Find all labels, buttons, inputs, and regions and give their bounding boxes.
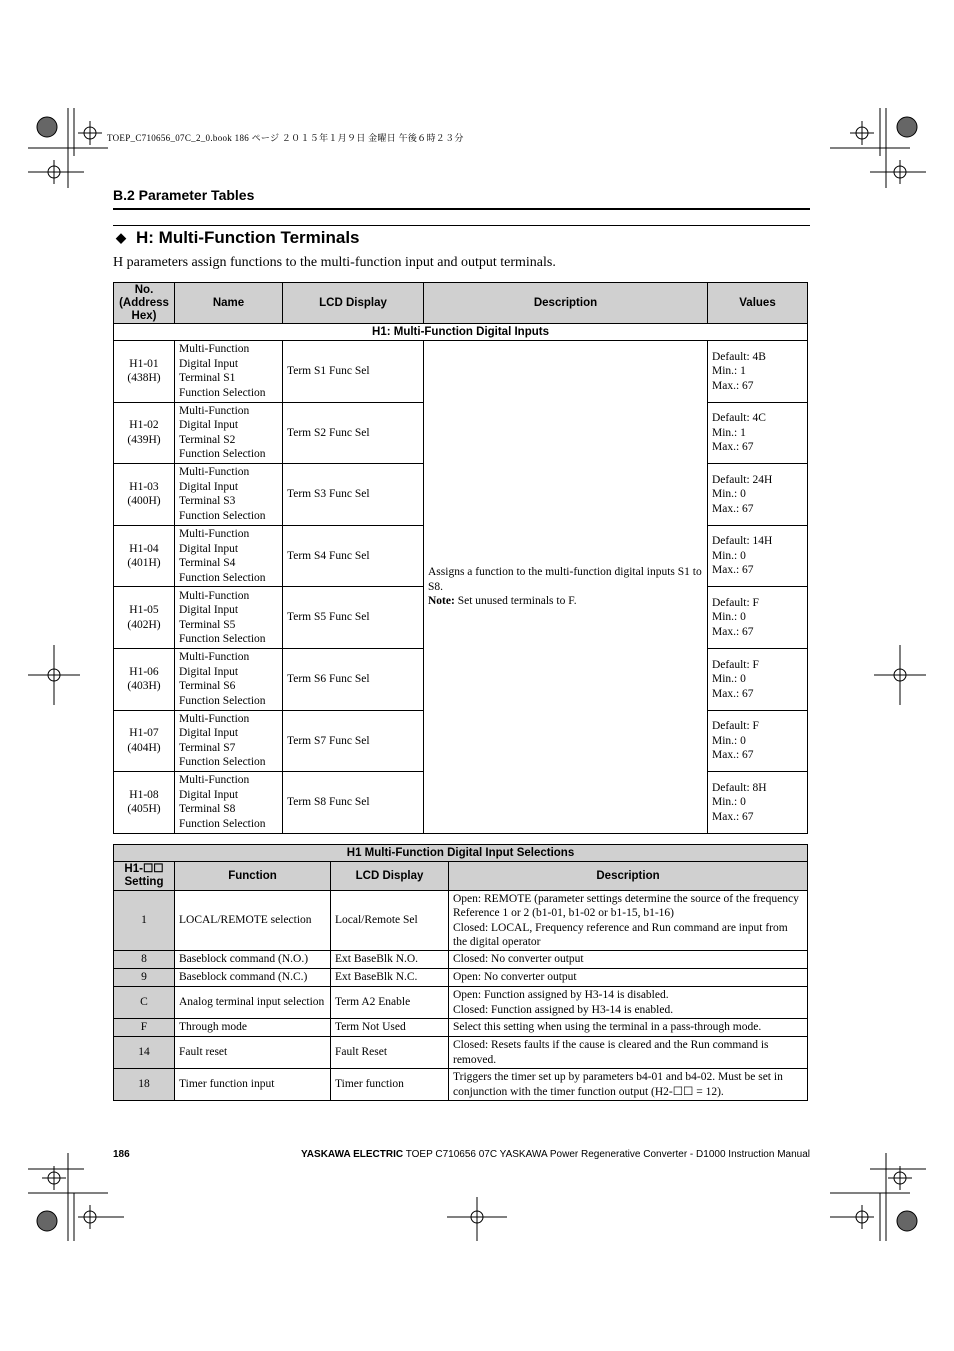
param-lcd: Term S4 Func Sel — [283, 525, 424, 587]
param-no-line: (403H) — [127, 680, 161, 693]
selection-description-line: Closed: LOCAL, Frequency reference and Run command are input from the digital operator — [453, 921, 788, 948]
param-no-line: (404H) — [127, 741, 161, 754]
param-lcd: Term S8 Func Sel — [283, 772, 424, 834]
setting-cell: 14 — [114, 1037, 175, 1069]
header-lcd: LCD Display — [283, 283, 424, 324]
setting-cell: C — [114, 987, 175, 1019]
param-name-line: Multi-Function — [179, 466, 250, 479]
header-selection-description: Description — [449, 862, 808, 891]
param-value-line: Min.: 0 — [712, 611, 746, 624]
param-no-line: H1-06 — [129, 665, 159, 678]
param-value-line: Default: 4C — [712, 412, 766, 425]
param-name — [175, 772, 283, 834]
setting-cell: F — [114, 1019, 175, 1037]
param-name-line: Function Selection — [179, 571, 266, 584]
param-name — [175, 648, 283, 710]
param-value-line: Min.: 0 — [712, 734, 746, 747]
param-value-line: Default: 14H — [712, 535, 773, 548]
param-name-line: Function Selection — [179, 756, 266, 769]
section-rule — [113, 208, 810, 210]
param-no-line: (401H) — [127, 557, 161, 570]
param-description — [424, 341, 708, 834]
table-row — [114, 341, 808, 403]
param-value-line: Default: 4B — [712, 350, 766, 363]
heading-rule — [113, 225, 810, 226]
selection-description-line: Open: Function assigned by H3-14 is disabled. — [453, 989, 669, 1001]
header-values: Values — [708, 283, 808, 324]
note-text: Set unused terminals to F. — [454, 595, 577, 608]
param-value-line: Max.: 67 — [712, 441, 754, 454]
header-description: Description — [424, 283, 708, 324]
param-name — [175, 341, 283, 403]
param-no-line: H1-03 — [129, 480, 159, 493]
param-name-line: Terminal S1 — [179, 372, 236, 385]
param-name-line: Multi-Function — [179, 712, 250, 725]
selection-description-line: Triggers the timer set up by parameters b4-01 and b4-02. Must be set in conjunction with the timer function output (H2-☐☐ = 12). — [453, 1071, 783, 1098]
param-name-line: Digital Input — [179, 665, 239, 678]
param-value-line: Min.: 0 — [712, 796, 746, 809]
header-lcd-display: LCD Display — [331, 862, 449, 891]
param-name-line: Digital Input — [179, 788, 239, 801]
selections-title: H1 Multi-Function Digital Input Selections — [114, 845, 808, 862]
selection-description-line: Closed: Resets faults if the cause is cleared and the Run command is removed. — [453, 1039, 769, 1066]
lcd-cell: Fault Reset — [331, 1037, 449, 1069]
param-values — [708, 341, 808, 403]
header-no: No. (Address Hex) — [114, 283, 175, 324]
param-name-line: Multi-Function — [179, 528, 250, 541]
param-values — [708, 402, 808, 464]
param-name-line: Terminal S5 — [179, 618, 236, 631]
note-label: Note: — [428, 595, 455, 608]
param-values — [708, 464, 808, 526]
heading-text: H: Multi-Function Terminals — [136, 228, 360, 247]
param-value-line: Default: 24H — [712, 473, 773, 486]
param-value-line: Max.: 67 — [712, 810, 754, 823]
selection-description — [449, 951, 808, 969]
param-values — [708, 525, 808, 587]
page-heading — [116, 228, 360, 248]
selection-description-line: Select this setting when using the terminal in a pass-through mode. — [453, 1021, 762, 1034]
param-no — [114, 772, 175, 834]
page-number: 186 — [113, 1149, 130, 1160]
description-text: Assigns a function to the multi-function digital inputs S1 to S8. — [428, 566, 702, 593]
table-row — [114, 969, 808, 987]
function-cell: Baseblock command (N.O.) — [175, 951, 331, 969]
diamond-icon: ◆ — [116, 230, 126, 245]
param-no-line: H1-07 — [129, 727, 159, 740]
param-name-line: Function Selection — [179, 694, 266, 707]
param-value-line: Min.: 1 — [712, 365, 746, 378]
footer-text — [301, 1149, 810, 1160]
param-name-line: Function Selection — [179, 386, 266, 399]
param-no-line: H1-02 — [129, 419, 159, 432]
param-value-line: Default: F — [712, 720, 759, 733]
param-value-line: Max.: 67 — [712, 502, 754, 515]
param-name — [175, 464, 283, 526]
param-value-line: Max.: 67 — [712, 379, 754, 392]
table-row — [114, 1069, 808, 1101]
selection-description-line: Closed: Function assigned by H3-14 is enabled. — [453, 1003, 674, 1016]
param-name-line: Terminal S7 — [179, 741, 236, 754]
param-no — [114, 710, 175, 772]
table-row — [114, 1037, 808, 1069]
param-values — [708, 710, 808, 772]
table-row — [114, 951, 808, 969]
param-name-line: Digital Input — [179, 357, 239, 370]
selection-description — [449, 1019, 808, 1037]
setting-cell: 1 — [114, 891, 175, 951]
selection-description — [449, 969, 808, 987]
param-name-line: Digital Input — [179, 480, 239, 493]
header-name: Name — [175, 283, 283, 324]
param-name — [175, 710, 283, 772]
param-values — [708, 648, 808, 710]
param-name — [175, 402, 283, 464]
param-name-line: Multi-Function — [179, 774, 250, 787]
param-name-line: Multi-Function — [179, 589, 250, 602]
param-no-line: H1-08 — [129, 788, 159, 801]
param-value-line: Default: F — [712, 658, 759, 671]
param-value-line: Default: F — [712, 596, 759, 609]
footer-manual: TOEP C710656 07C YASKAWA Power Regenerative Converter - D1000 Instruction Manual — [403, 1149, 810, 1160]
param-name-line: Multi-Function — [179, 343, 250, 356]
selections-table — [113, 844, 808, 1101]
param-name-line: Digital Input — [179, 542, 239, 555]
param-value-line: Max.: 67 — [712, 687, 754, 700]
selection-description-line: Open: No converter output — [453, 971, 577, 984]
setting-cell: 18 — [114, 1069, 175, 1101]
param-value-line: Max.: 67 — [712, 564, 754, 577]
param-name-line: Digital Input — [179, 419, 239, 432]
param-name-line: Function Selection — [179, 509, 266, 522]
param-no-line: (400H) — [127, 495, 161, 508]
header-function: Function — [175, 862, 331, 891]
param-no — [114, 648, 175, 710]
param-name-line: Digital Input — [179, 604, 239, 617]
param-lcd: Term S5 Func Sel — [283, 587, 424, 649]
param-no-line: (402H) — [127, 618, 161, 631]
param-value-line: Min.: 0 — [712, 488, 746, 501]
param-lcd: Term S6 Func Sel — [283, 648, 424, 710]
selection-description — [449, 987, 808, 1019]
param-name-line: Function Selection — [179, 817, 266, 830]
param-value-line: Max.: 67 — [712, 625, 754, 638]
param-name-line: Function Selection — [179, 633, 266, 646]
setting-cell: 8 — [114, 951, 175, 969]
selection-description-line: Open: REMOTE (parameter settings determine the source of the frequency Reference 1 or 2 (b1-01, b1-02 or b1-15, b1-16) — [453, 892, 799, 919]
param-no — [114, 525, 175, 587]
param-name-line: Terminal S2 — [179, 433, 236, 446]
param-value-line: Default: 8H — [712, 781, 767, 794]
param-name-line: Terminal S4 — [179, 557, 236, 570]
param-lcd: Term S3 Func Sel — [283, 464, 424, 526]
selection-description — [449, 1069, 808, 1101]
param-lcd: Term S2 Func Sel — [283, 402, 424, 464]
param-value-line: Max.: 67 — [712, 749, 754, 762]
param-name-line: Digital Input — [179, 727, 239, 740]
group-row: H1: Multi-Function Digital Inputs — [114, 324, 808, 341]
param-no-line: (438H) — [127, 372, 161, 385]
param-no — [114, 341, 175, 403]
param-lcd: Term S7 Func Sel — [283, 710, 424, 772]
param-no-line: H1-01 — [129, 357, 159, 370]
table-row — [114, 1019, 808, 1037]
param-value-line: Min.: 0 — [712, 673, 746, 686]
selection-description-line: Closed: No converter output — [453, 953, 584, 966]
parameter-table — [113, 282, 808, 834]
param-name-line: Multi-Function — [179, 404, 250, 417]
footer-brand: YASKAWA ELECTRIC — [301, 1149, 404, 1160]
param-lcd: Term S1 Func Sel — [283, 341, 424, 403]
param-no-line: H1-04 — [129, 542, 159, 555]
param-name-line: Multi-Function — [179, 651, 250, 664]
function-cell: Analog terminal input selection — [175, 987, 331, 1019]
param-values — [708, 772, 808, 834]
setting-cell: 9 — [114, 969, 175, 987]
header-setting: H1-☐☐ Setting — [114, 862, 175, 891]
lcd-cell: Local/Remote Sel — [331, 891, 449, 951]
function-cell: Fault reset — [175, 1037, 331, 1069]
function-cell: Timer function input — [175, 1069, 331, 1101]
param-no-line: (405H) — [127, 803, 161, 816]
intro-paragraph: H parameters assign functions to the multi-function input and output terminals. — [113, 255, 556, 270]
param-value-line: Min.: 0 — [712, 549, 746, 562]
param-no-line: H1-05 — [129, 604, 159, 617]
lcd-cell: Term A2 Enable — [331, 987, 449, 1019]
table-row — [114, 891, 808, 951]
param-name — [175, 525, 283, 587]
param-no-line: (439H) — [127, 433, 161, 446]
selection-description — [449, 1037, 808, 1069]
param-values — [708, 587, 808, 649]
lcd-cell: Ext BaseBlk N.O. — [331, 951, 449, 969]
function-cell: LOCAL/REMOTE selection — [175, 891, 331, 951]
function-cell: Baseblock command (N.C.) — [175, 969, 331, 987]
param-value-line: Min.: 1 — [712, 426, 746, 439]
selection-description — [449, 891, 808, 951]
table-row — [114, 987, 808, 1019]
param-name-line: Function Selection — [179, 448, 266, 461]
book-info-line: TOEP_C710656_07C_2_0.book 186 ページ ２０１５年１月９日 金曜日 午後６時２３分 — [107, 133, 464, 143]
param-name-line: Terminal S6 — [179, 680, 236, 693]
lcd-cell: Timer function — [331, 1069, 449, 1101]
lcd-cell: Ext BaseBlk N.C. — [331, 969, 449, 987]
param-name-line: Terminal S3 — [179, 495, 236, 508]
param-no — [114, 402, 175, 464]
lcd-cell: Term Not Used — [331, 1019, 449, 1037]
param-name — [175, 587, 283, 649]
param-name-line: Terminal S8 — [179, 803, 236, 816]
section-title: B.2 Parameter Tables — [113, 187, 255, 203]
param-no — [114, 587, 175, 649]
function-cell: Through mode — [175, 1019, 331, 1037]
param-no — [114, 464, 175, 526]
